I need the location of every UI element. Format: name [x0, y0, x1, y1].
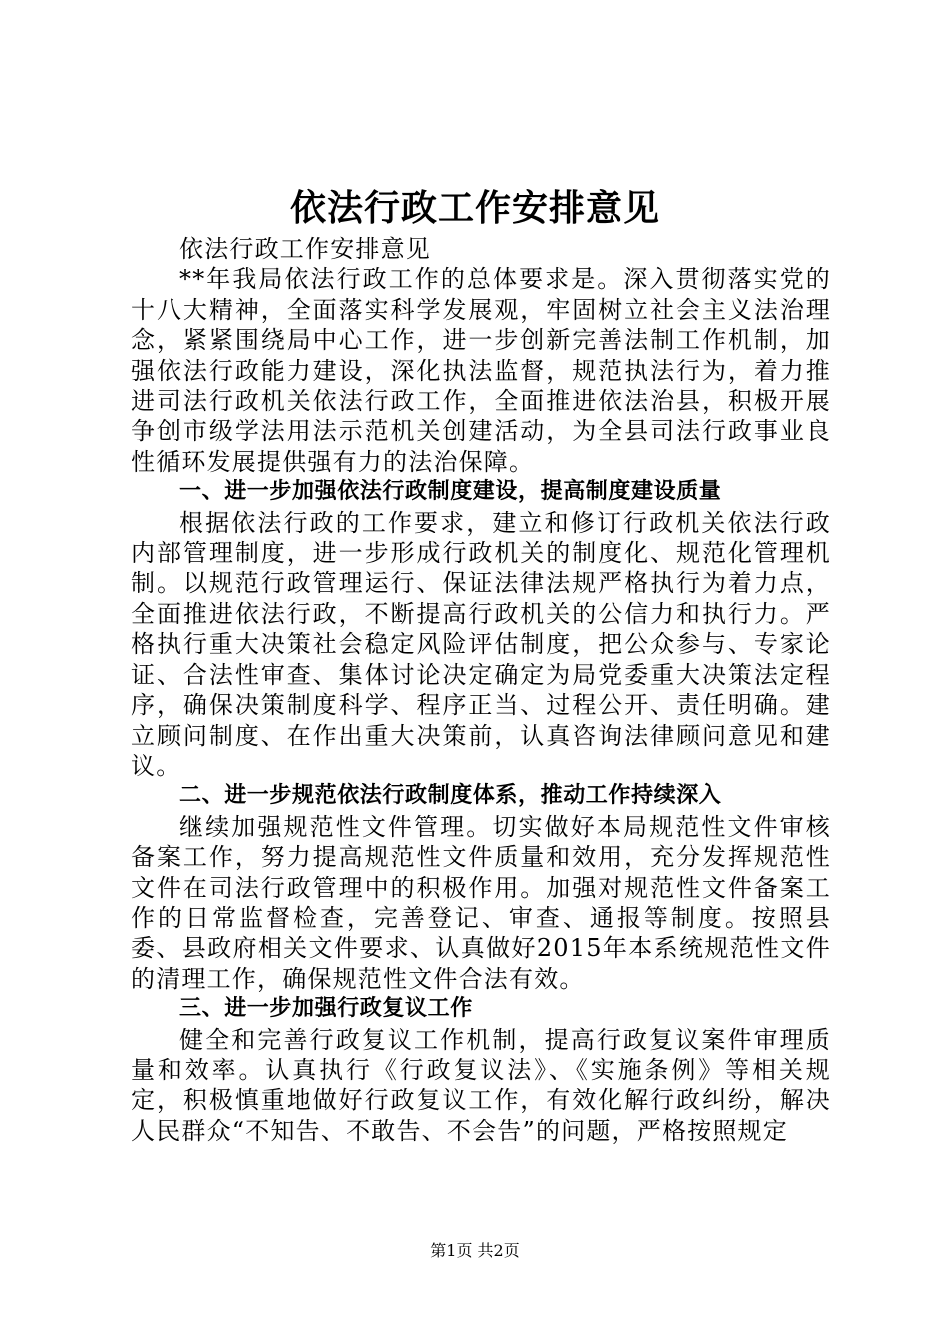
document-title: 依法行政工作安排意见	[289, 187, 660, 229]
section-heading-2: 二、进一步规范依法行政制度体系，推动工作持续深入	[179, 783, 722, 809]
paragraph-intro: **年我局依法行政工作的总体要求是。深入贯彻落实党的十八大精神，全面落实科学发展观，牢固树立社会主义法治理念，紧紧围绕局中心工作，进一步创新完善法制工作机制，加强依法行政能力建设，深化执法监督，规范执法行为，着力推进司法行政机关依法行政工作，全面推进依法治县，积极开展争创市级学法用法示范机关创建活动，为全县司法行政事业良性循环发展提供强有力的法治保障。	[131, 265, 831, 476]
section-heading-3: 三、进一步加强行政复议工作	[179, 996, 473, 1022]
document-body	[131, 234, 831, 1146]
section-heading-1: 一、进一步加强依法行政制度建设，提高制度建设质量	[179, 479, 722, 505]
paragraph-section-3: 健全和完善行政复议工作机制，提高行政复议案件审理质量和效率。认真执行《行政复议法》、《实施条例》等相关规定，积极慎重地做好行政复议工作，有效化解行政纠纷，解决人民群众“不知告、不敢告、不会告”的问题，严格按照规定	[131, 1025, 831, 1145]
paragraph-section-1: 根据依法行政的工作要求，建立和修订行政机关依法行政内部管理制度，进一步形成行政机关的制度化、规范化管理机制。以规范行政管理运行、保证法律法规严格执行为着力点，全面推进依法行政，不断提高行政机关的公信力和执行力。严格执行重大决策社会稳定风险评估制度，把公众参与、专家论证、合法性审查、集体讨论决定确定为局党委重大决策法定程序，确保决策制度科学、程序正当、过程公开、责任明确。建立顾问制度、在作出重大决策前，认真咨询法律顾问意见和建议。	[131, 508, 831, 780]
page-footer: 第1页 共2页	[430, 1241, 520, 1260]
paragraph-section-2: 继续加强规范性文件管理。切实做好本局规范性文件审核备案工作，努力提高规范性文件质量和效用，充分发挥规范性文件在司法行政管理中的积极作用。加强对规范性文件备案工作的日常监督检查，完善登记、审查、通报等制度。按照县委、县政府相关文件要求、认真做好2015年本系统规范性文件的清理工作，确保规范性文件合法有效。	[131, 812, 831, 993]
paragraph-subtitle: 依法行政工作安排意见	[179, 235, 431, 263]
